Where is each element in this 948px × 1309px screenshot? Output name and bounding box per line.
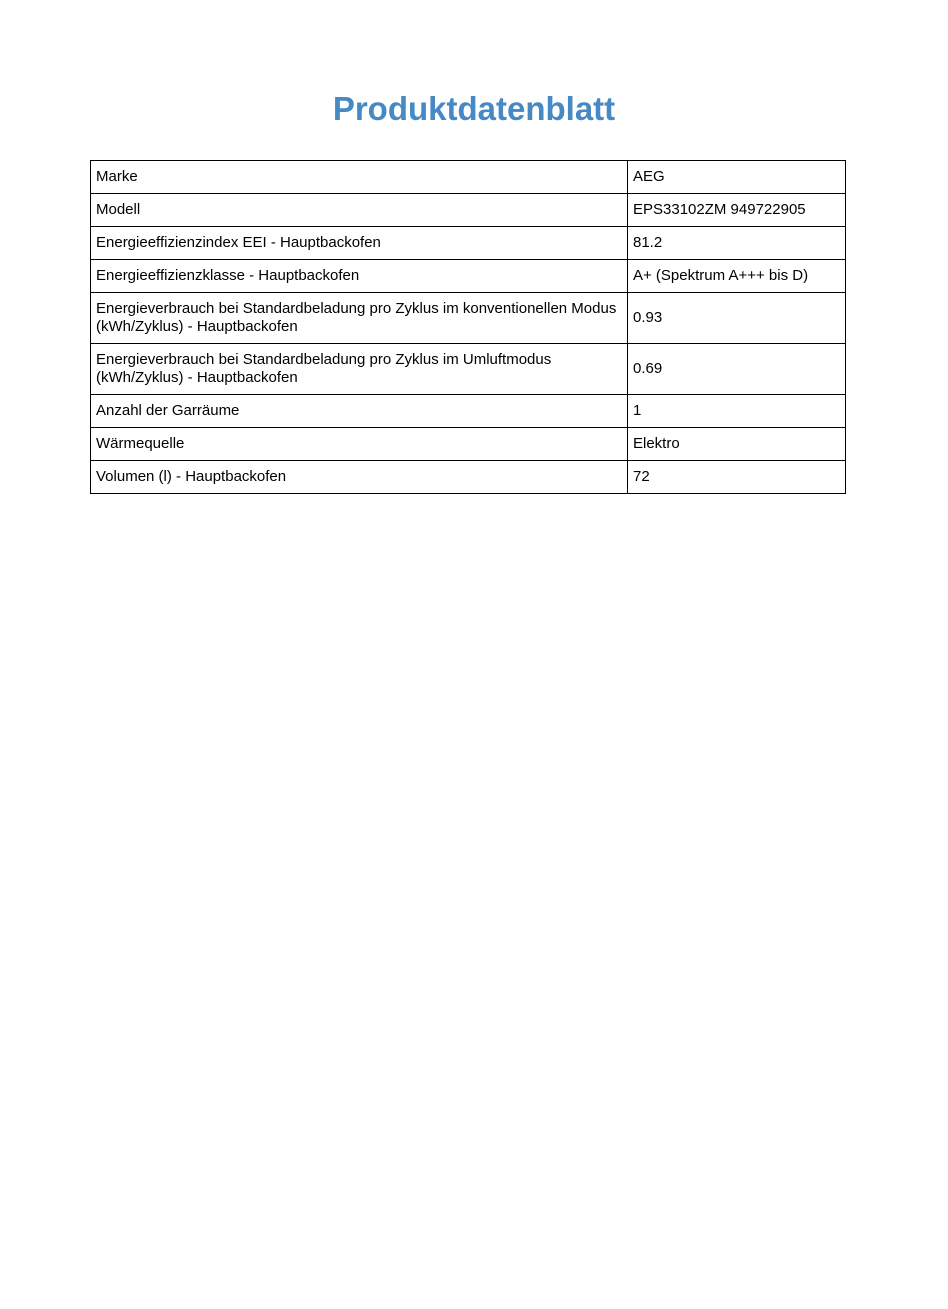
spec-value: Elektro [628, 428, 846, 461]
table-row [91, 461, 846, 494]
spec-value: EPS33102ZM 949722905 [628, 194, 846, 227]
spec-label: Volumen (l) - Hauptbackofen [91, 461, 628, 494]
spec-value: 0.69 [628, 344, 846, 395]
table-row [91, 428, 846, 461]
page-title: Produktdatenblatt [332, 90, 616, 127]
spec-value: 72 [628, 461, 846, 494]
spec-label: Wärmequelle [91, 428, 628, 461]
table-row [91, 227, 846, 260]
spec-label: Modell [91, 194, 628, 227]
spec-value: AEG [628, 161, 846, 194]
spec-label: Anzahl der Garräume [91, 395, 628, 428]
table-row [91, 395, 846, 428]
table-row [91, 293, 846, 344]
table-row [91, 161, 846, 194]
spec-label: Energieverbrauch bei Standardbeladung pro Zyklus im konventionellen Modus (kWh/Zyklus) - Hauptbackofen [91, 293, 628, 344]
product-data-table [90, 160, 846, 494]
spec-value: A+ (Spektrum A+++ bis D) [628, 260, 846, 293]
spec-label: Energieeffizienzklasse - Hauptbackofen [91, 260, 628, 293]
table-row [91, 260, 846, 293]
spec-value: 81.2 [628, 227, 846, 260]
spec-label: Energieverbrauch bei Standardbeladung pro Zyklus im Umluftmodus (kWh/Zyklus) - Hauptbackofen [91, 344, 628, 395]
spec-label: Marke [91, 161, 628, 194]
table-row [91, 194, 846, 227]
spec-value: 1 [628, 395, 846, 428]
spec-value: 0.93 [628, 293, 846, 344]
spec-label: Energieeffizienzindex EEI - Hauptbackofen [91, 227, 628, 260]
table-row [91, 344, 846, 395]
